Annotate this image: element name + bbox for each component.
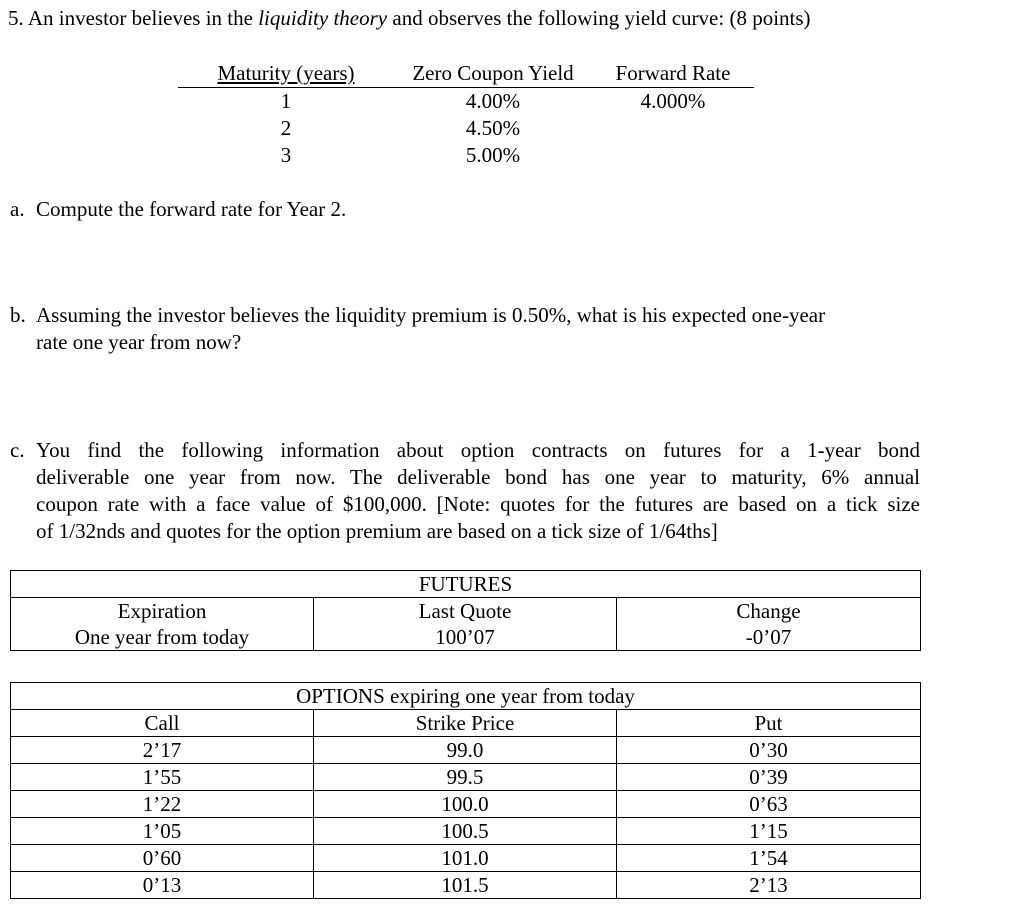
header-forward-rate: Forward Rate <box>615 61 731 85</box>
put-cell: 0’63 <box>617 791 921 818</box>
question-text-end: and observes the following yield curve: (8 points) <box>387 6 811 30</box>
futures-title: FUTURES <box>11 571 921 598</box>
put-cell: 0’30 <box>617 737 921 764</box>
part-c-text <box>36 437 920 545</box>
part-c-line: of 1/32nds and quotes for the option premium are based on a tick size of 1/64ths] <box>36 519 718 543</box>
table-row <box>11 791 921 818</box>
strike-cell: 101.5 <box>314 872 617 899</box>
options-title: OPTIONS expiring one year from today <box>11 683 921 710</box>
header-strike-price: Strike Price <box>314 710 617 737</box>
header-maturity: Maturity (years) <box>217 61 355 85</box>
strike-cell: 99.0 <box>314 737 617 764</box>
call-cell: 0’60 <box>11 845 314 872</box>
call-cell: 1’22 <box>11 791 314 818</box>
yield-cell: 5.00% <box>465 143 521 167</box>
call-cell: 1’05 <box>11 818 314 845</box>
yield-curve-table <box>178 60 754 169</box>
put-cell: 2’13 <box>617 872 921 899</box>
part-c-line: deliverable one year from now. The deliverable bond has one year to maturity, 6% annual <box>36 465 920 489</box>
strike-cell: 101.0 <box>314 845 617 872</box>
call-cell: 1’55 <box>11 764 314 791</box>
strike-cell: 100.5 <box>314 818 617 845</box>
question-text-start: 5. An investor believes in the <box>8 6 259 30</box>
table-row <box>11 737 921 764</box>
yield-table-header <box>178 60 754 88</box>
strike-cell: 100.0 <box>314 791 617 818</box>
header-change: Change <box>617 598 921 625</box>
part-b-label: b. <box>10 303 26 327</box>
table-row <box>11 818 921 845</box>
part-a-label: a. <box>10 197 25 221</box>
table-row <box>11 845 921 872</box>
question-emphasis: liquidity theory <box>258 6 388 30</box>
header-call: Call <box>11 710 314 737</box>
put-cell: 0’39 <box>617 764 921 791</box>
forward-rate-cell <box>592 142 754 169</box>
part-b-text <box>36 302 920 356</box>
header-expiration: Expiration <box>11 598 314 625</box>
expiration-cell: One year from today <box>11 624 314 651</box>
put-cell: 1’15 <box>617 818 921 845</box>
table-row <box>178 115 754 142</box>
maturity-cell: 2 <box>280 116 292 140</box>
options-table <box>10 682 921 899</box>
forward-rate-cell <box>592 115 754 142</box>
table-row <box>11 872 921 899</box>
call-cell: 0’13 <box>11 872 314 899</box>
yield-cell: 4.50% <box>465 116 521 140</box>
part-b-line: rate one year from now? <box>36 330 242 354</box>
header-last-quote: Last Quote <box>314 598 617 625</box>
forward-rate-cell: 4.000% <box>640 89 706 113</box>
part-c-line: You find the following information about option contracts on futures for a 1-year bond <box>36 438 920 462</box>
strike-cell: 99.5 <box>314 764 617 791</box>
maturity-cell: 1 <box>280 89 292 113</box>
table-row <box>178 142 754 169</box>
part-c-line: coupon rate with a face value of $100,000. [Note: quotes for the futures are based on a tick size <box>36 492 920 516</box>
put-cell: 1’54 <box>617 845 921 872</box>
part-c-label: c. <box>10 438 25 462</box>
header-zero-coupon-yield: Zero Coupon Yield <box>412 61 574 85</box>
part-b-line: Assuming the investor believes the liquidity premium is 0.50%, what is his expected one-year <box>36 303 826 327</box>
change-cell: -0’07 <box>617 624 921 651</box>
futures-table <box>10 570 921 651</box>
part-a <box>10 196 346 223</box>
question-heading <box>8 5 811 32</box>
table-row <box>11 764 921 791</box>
part-a-text: Compute the forward rate for Year 2. <box>36 197 347 221</box>
header-put: Put <box>617 710 921 737</box>
table-row <box>178 88 754 115</box>
maturity-cell: 3 <box>280 143 292 167</box>
last-quote-cell: 100’07 <box>314 624 617 651</box>
call-cell: 2’17 <box>11 737 314 764</box>
yield-cell: 4.00% <box>465 89 521 113</box>
